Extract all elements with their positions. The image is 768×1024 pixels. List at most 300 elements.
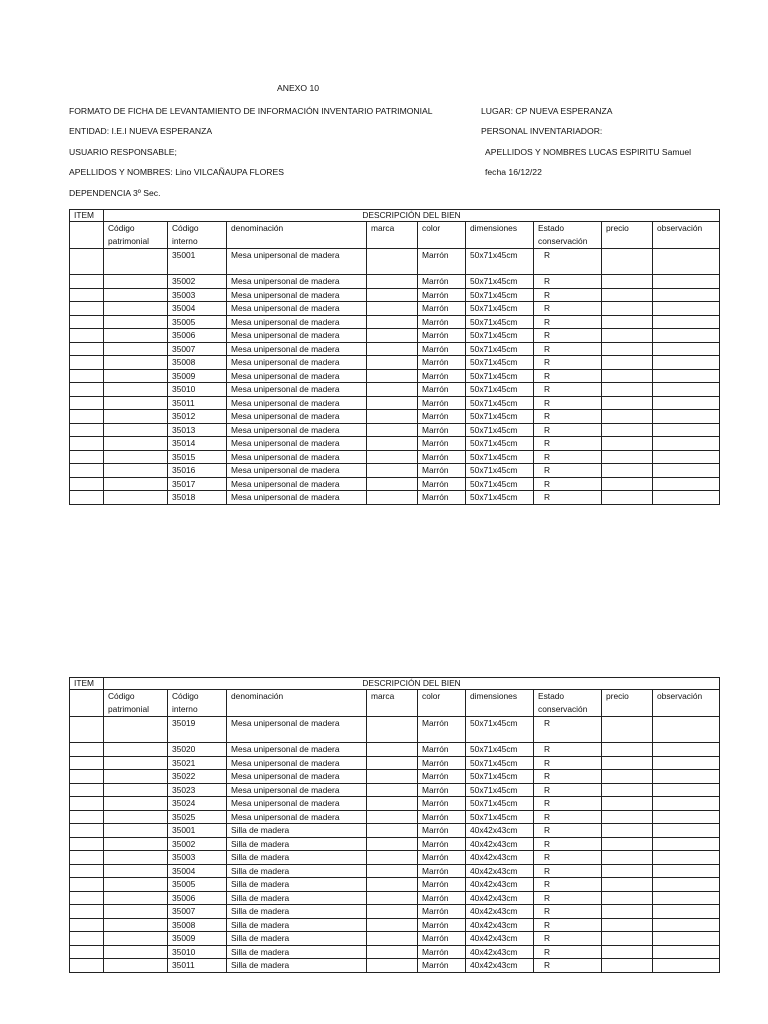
header-codigo-patrimonial-l2: patrimonial: [108, 235, 149, 246]
cell-marca: [367, 783, 418, 797]
cell-item: [70, 837, 104, 851]
cell-estado: R: [534, 342, 602, 356]
cell-codigo-interno: 35024: [168, 797, 227, 811]
cell-dimensiones: 40x42x43cm: [466, 864, 534, 878]
cell-observacion: [653, 396, 720, 410]
cell-observacion: [653, 918, 720, 932]
cell-denominacion: Mesa unipersonal de madera: [227, 437, 367, 451]
cell-codigo-patrimonial: [104, 477, 168, 491]
cell-observacion: [653, 477, 720, 491]
cell-item: [70, 743, 104, 757]
cell-item: [70, 275, 104, 289]
header-item-cont: [70, 690, 104, 717]
cell-precio: [602, 810, 653, 824]
cell-precio: [602, 918, 653, 932]
cell-codigo-interno: 35011: [168, 959, 227, 973]
cell-precio: [602, 275, 653, 289]
cell-codigo-interno: 35007: [168, 905, 227, 919]
cell-precio: [602, 329, 653, 343]
cell-codigo-interno: 35015: [168, 450, 227, 464]
cell-denominacion: Silla de madera: [227, 851, 367, 865]
cell-estado: R: [534, 932, 602, 946]
cell-precio: [602, 905, 653, 919]
cell-dimensiones: 40x42x43cm: [466, 959, 534, 973]
cell-marca: [367, 824, 418, 838]
cell-item: [70, 945, 104, 959]
cell-color: Marrón: [418, 342, 466, 356]
cell-codigo-patrimonial: [104, 437, 168, 451]
cell-precio: [602, 864, 653, 878]
cell-codigo-interno: 35002: [168, 837, 227, 851]
cell-item: [70, 329, 104, 343]
cell-marca: [367, 396, 418, 410]
inventory-staff-name: APELLIDOS Y NOMBRES LUCAS ESPIRITU Samuel: [485, 147, 692, 157]
cell-denominacion: Mesa unipersonal de madera: [227, 249, 367, 275]
cell-color: Marrón: [418, 918, 466, 932]
header-color: color: [418, 222, 466, 249]
cell-observacion: [653, 959, 720, 973]
cell-observacion: [653, 756, 720, 770]
header-estado-l1: Estado: [538, 223, 565, 233]
table-row: [70, 356, 720, 370]
cell-marca: [367, 356, 418, 370]
cell-codigo-interno: 35017: [168, 477, 227, 491]
cell-codigo-interno: 35006: [168, 329, 227, 343]
cell-codigo-patrimonial: [104, 837, 168, 851]
cell-item: [70, 918, 104, 932]
cell-dimensiones: 50x71x45cm: [466, 783, 534, 797]
cell-precio: [602, 959, 653, 973]
cell-estado: R: [534, 797, 602, 811]
cell-dimensiones: 50x71x45cm: [466, 437, 534, 451]
cell-precio: [602, 783, 653, 797]
cell-estado: R: [534, 891, 602, 905]
cell-codigo-patrimonial: [104, 810, 168, 824]
cell-observacion: [653, 383, 720, 397]
cell-denominacion: Mesa unipersonal de madera: [227, 315, 367, 329]
header-estado: [534, 222, 602, 249]
cell-dimensiones: 50x71x45cm: [466, 717, 534, 743]
cell-estado: R: [534, 864, 602, 878]
cell-observacion: [653, 743, 720, 757]
cell-color: Marrón: [418, 932, 466, 946]
cell-estado: R: [534, 783, 602, 797]
table-row: [70, 369, 720, 383]
cell-estado: R: [534, 743, 602, 757]
cell-codigo-patrimonial: [104, 249, 168, 275]
cell-estado: R: [534, 905, 602, 919]
cell-dimensiones: 40x42x43cm: [466, 932, 534, 946]
cell-observacion: [653, 464, 720, 478]
cell-codigo-patrimonial: [104, 302, 168, 316]
table-row: [70, 837, 720, 851]
cell-color: Marrón: [418, 756, 466, 770]
table-row: [70, 491, 720, 505]
cell-denominacion: Silla de madera: [227, 918, 367, 932]
cell-precio: [602, 756, 653, 770]
cell-denominacion: Silla de madera: [227, 837, 367, 851]
cell-estado: R: [534, 837, 602, 851]
cell-dimensiones: 50x71x45cm: [466, 770, 534, 784]
cell-codigo-interno: 35005: [168, 878, 227, 892]
cell-codigo-interno: 35001: [168, 824, 227, 838]
cell-denominacion: Silla de madera: [227, 878, 367, 892]
cell-item: [70, 797, 104, 811]
cell-codigo-patrimonial: [104, 918, 168, 932]
cell-estado: R: [534, 249, 602, 275]
cell-denominacion: Mesa unipersonal de madera: [227, 491, 367, 505]
cell-observacion: [653, 797, 720, 811]
cell-denominacion: Mesa unipersonal de madera: [227, 717, 367, 743]
cell-marca: [367, 329, 418, 343]
cell-color: Marrón: [418, 824, 466, 838]
cell-item: [70, 396, 104, 410]
cell-codigo-interno: 35006: [168, 891, 227, 905]
cell-codigo-patrimonial: [104, 891, 168, 905]
cell-codigo-patrimonial: [104, 369, 168, 383]
table-row: [70, 464, 720, 478]
cell-color: Marrón: [418, 315, 466, 329]
header-codigo-patrimonial: [104, 690, 168, 717]
cell-denominacion: Silla de madera: [227, 945, 367, 959]
cell-precio: [602, 249, 653, 275]
cell-denominacion: Mesa unipersonal de madera: [227, 756, 367, 770]
cell-precio: [602, 824, 653, 838]
cell-observacion: [653, 410, 720, 424]
cell-codigo-interno: 35003: [168, 851, 227, 865]
cell-precio: [602, 837, 653, 851]
cell-codigo-interno: 35023: [168, 783, 227, 797]
table-row: [70, 288, 720, 302]
inventory-table-2: [69, 677, 720, 973]
cell-marca: [367, 797, 418, 811]
header-color: color: [418, 690, 466, 717]
cell-codigo-patrimonial: [104, 864, 168, 878]
cell-precio: [602, 891, 653, 905]
cell-marca: [367, 878, 418, 892]
table-row: [70, 824, 720, 838]
cell-precio: [602, 797, 653, 811]
cell-estado: R: [534, 383, 602, 397]
cell-color: Marrón: [418, 302, 466, 316]
header-codigo-interno-l2: interno: [172, 703, 198, 714]
cell-color: Marrón: [418, 783, 466, 797]
cell-denominacion: Mesa unipersonal de madera: [227, 783, 367, 797]
header-item: ITEM: [70, 678, 104, 690]
responsible-user-label: USUARIO RESPONSABLE;: [69, 147, 177, 157]
cell-dimensiones: 50x71x45cm: [466, 396, 534, 410]
cell-color: Marrón: [418, 477, 466, 491]
cell-denominacion: Mesa unipersonal de madera: [227, 396, 367, 410]
table-row: [70, 450, 720, 464]
cell-precio: [602, 410, 653, 424]
cell-marca: [367, 423, 418, 437]
cell-denominacion: Mesa unipersonal de madera: [227, 797, 367, 811]
cell-marca: [367, 491, 418, 505]
cell-color: Marrón: [418, 491, 466, 505]
cell-estado: R: [534, 450, 602, 464]
cell-dimensiones: 50x71x45cm: [466, 756, 534, 770]
cell-item: [70, 756, 104, 770]
cell-precio: [602, 932, 653, 946]
table-row: [70, 437, 720, 451]
cell-precio: [602, 878, 653, 892]
cell-marca: [367, 959, 418, 973]
cell-precio: [602, 477, 653, 491]
cell-estado: R: [534, 770, 602, 784]
cell-codigo-patrimonial: [104, 797, 168, 811]
cell-estado: R: [534, 717, 602, 743]
cell-estado: R: [534, 824, 602, 838]
cell-denominacion: Mesa unipersonal de madera: [227, 477, 367, 491]
cell-codigo-patrimonial: [104, 464, 168, 478]
cell-codigo-patrimonial: [104, 491, 168, 505]
cell-codigo-patrimonial: [104, 959, 168, 973]
form-name: FORMATO DE FICHA DE LEVANTAMIENTO DE INFORMACIÓN INVENTARIO PATRIMONIAL: [69, 106, 433, 116]
cell-codigo-interno: 35009: [168, 932, 227, 946]
cell-codigo-interno: 35010: [168, 945, 227, 959]
location: LUGAR: CP NUEVA ESPERANZA: [481, 106, 613, 116]
cell-item: [70, 410, 104, 424]
cell-dimensiones: 50x71x45cm: [466, 477, 534, 491]
cell-color: Marrón: [418, 743, 466, 757]
cell-dimensiones: 50x71x45cm: [466, 302, 534, 316]
cell-codigo-patrimonial: [104, 945, 168, 959]
cell-marca: [367, 342, 418, 356]
table-row: [70, 315, 720, 329]
cell-observacion: [653, 249, 720, 275]
cell-marca: [367, 464, 418, 478]
header-denominacion: denominación: [227, 690, 367, 717]
cell-item: [70, 878, 104, 892]
cell-observacion: [653, 932, 720, 946]
cell-observacion: [653, 437, 720, 451]
table-row: [70, 329, 720, 343]
cell-marca: [367, 810, 418, 824]
cell-denominacion: Silla de madera: [227, 905, 367, 919]
cell-codigo-patrimonial: [104, 396, 168, 410]
cell-item: [70, 369, 104, 383]
cell-precio: [602, 342, 653, 356]
cell-dimensiones: 50x71x45cm: [466, 329, 534, 343]
cell-codigo-interno: 35019: [168, 717, 227, 743]
cell-marca: [367, 756, 418, 770]
table-row: [70, 797, 720, 811]
header-estado-l2: conservación: [538, 235, 588, 246]
cell-dimensiones: 50x71x45cm: [466, 315, 534, 329]
cell-dimensiones: 40x42x43cm: [466, 851, 534, 865]
cell-precio: [602, 288, 653, 302]
header-codigo-patrimonial-l1: Código: [108, 691, 135, 701]
cell-observacion: [653, 810, 720, 824]
table-row: [70, 783, 720, 797]
cell-observacion: [653, 891, 720, 905]
header-observacion: observación: [653, 690, 720, 717]
cell-estado: R: [534, 491, 602, 505]
cell-denominacion: Mesa unipersonal de madera: [227, 356, 367, 370]
cell-observacion: [653, 423, 720, 437]
cell-color: Marrón: [418, 437, 466, 451]
cell-precio: [602, 450, 653, 464]
cell-marca: [367, 249, 418, 275]
cell-color: Marrón: [418, 369, 466, 383]
cell-precio: [602, 464, 653, 478]
cell-marca: [367, 770, 418, 784]
cell-item: [70, 423, 104, 437]
cell-codigo-patrimonial: [104, 356, 168, 370]
cell-color: Marrón: [418, 864, 466, 878]
cell-denominacion: Mesa unipersonal de madera: [227, 810, 367, 824]
cell-denominacion: Mesa unipersonal de madera: [227, 464, 367, 478]
cell-item: [70, 851, 104, 865]
table-row: [70, 743, 720, 757]
cell-denominacion: Silla de madera: [227, 932, 367, 946]
cell-codigo-interno: 35001: [168, 249, 227, 275]
cell-item: [70, 810, 104, 824]
cell-codigo-patrimonial: [104, 878, 168, 892]
header-codigo-interno-l1: Código: [172, 223, 199, 233]
cell-denominacion: Mesa unipersonal de madera: [227, 288, 367, 302]
header-item: ITEM: [70, 210, 104, 222]
cell-codigo-patrimonial: [104, 275, 168, 289]
cell-item: [70, 342, 104, 356]
cell-estado: R: [534, 959, 602, 973]
cell-codigo-interno: 35014: [168, 437, 227, 451]
cell-marca: [367, 743, 418, 757]
cell-item: [70, 383, 104, 397]
cell-denominacion: Mesa unipersonal de madera: [227, 423, 367, 437]
cell-color: Marrón: [418, 383, 466, 397]
cell-codigo-patrimonial: [104, 717, 168, 743]
cell-estado: R: [534, 918, 602, 932]
cell-codigo-interno: 35022: [168, 770, 227, 784]
cell-item: [70, 717, 104, 743]
cell-item: [70, 464, 104, 478]
cell-color: Marrón: [418, 464, 466, 478]
cell-codigo-interno: 35010: [168, 383, 227, 397]
cell-marca: [367, 717, 418, 743]
table-row: [70, 717, 720, 743]
cell-item: [70, 491, 104, 505]
cell-observacion: [653, 342, 720, 356]
cell-dimensiones: 50x71x45cm: [466, 410, 534, 424]
cell-item: [70, 450, 104, 464]
cell-estado: R: [534, 275, 602, 289]
cell-dimensiones: 50x71x45cm: [466, 275, 534, 289]
table-row: [70, 810, 720, 824]
cell-marca: [367, 837, 418, 851]
cell-codigo-interno: 35018: [168, 491, 227, 505]
cell-estado: R: [534, 464, 602, 478]
cell-dimensiones: 50x71x45cm: [466, 450, 534, 464]
cell-observacion: [653, 864, 720, 878]
cell-observacion: [653, 275, 720, 289]
cell-item: [70, 932, 104, 946]
cell-codigo-interno: 35008: [168, 356, 227, 370]
cell-estado: R: [534, 437, 602, 451]
cell-observacion: [653, 878, 720, 892]
cell-color: Marrón: [418, 797, 466, 811]
cell-item: [70, 249, 104, 275]
cell-codigo-interno: 35002: [168, 275, 227, 289]
cell-dimensiones: 50x71x45cm: [466, 249, 534, 275]
cell-marca: [367, 477, 418, 491]
cell-color: Marrón: [418, 396, 466, 410]
cell-observacion: [653, 491, 720, 505]
document-title: ANEXO 10: [277, 83, 320, 93]
cell-denominacion: Silla de madera: [227, 824, 367, 838]
cell-codigo-patrimonial: [104, 342, 168, 356]
cell-dimensiones: 50x71x45cm: [466, 810, 534, 824]
table-row: [70, 249, 720, 275]
cell-codigo-patrimonial: [104, 783, 168, 797]
cell-color: Marrón: [418, 288, 466, 302]
cell-denominacion: Mesa unipersonal de madera: [227, 410, 367, 424]
cell-codigo-interno: 35025: [168, 810, 227, 824]
cell-denominacion: Mesa unipersonal de madera: [227, 369, 367, 383]
cell-precio: [602, 423, 653, 437]
table-row: [70, 410, 720, 424]
cell-color: Marrón: [418, 329, 466, 343]
inventory-staff-label: PERSONAL INVENTARIADOR:: [481, 126, 603, 136]
cell-precio: [602, 851, 653, 865]
cell-estado: R: [534, 410, 602, 424]
cell-observacion: [653, 450, 720, 464]
cell-codigo-patrimonial: [104, 383, 168, 397]
cell-color: Marrón: [418, 770, 466, 784]
table-row: [70, 302, 720, 316]
cell-codigo-patrimonial: [104, 288, 168, 302]
cell-dimensiones: 50x71x45cm: [466, 356, 534, 370]
cell-item: [70, 959, 104, 973]
cell-item: [70, 864, 104, 878]
cell-marca: [367, 369, 418, 383]
table-row: [70, 959, 720, 973]
responsible-user-name: APELLIDOS Y NOMBRES: Lino VILCAÑAUPA FLORES: [69, 167, 284, 177]
cell-codigo-patrimonial: [104, 410, 168, 424]
cell-marca: [367, 315, 418, 329]
cell-estado: R: [534, 396, 602, 410]
inventory-table-1: [69, 209, 720, 505]
header-precio: precio: [602, 222, 653, 249]
cell-observacion: [653, 824, 720, 838]
cell-codigo-patrimonial: [104, 932, 168, 946]
cell-marca: [367, 410, 418, 424]
cell-dimensiones: 50x71x45cm: [466, 797, 534, 811]
header-estado: [534, 690, 602, 717]
cell-denominacion: Mesa unipersonal de madera: [227, 770, 367, 784]
cell-color: Marrón: [418, 905, 466, 919]
cell-dimensiones: 40x42x43cm: [466, 945, 534, 959]
cell-dimensiones: 40x42x43cm: [466, 824, 534, 838]
cell-marca: [367, 932, 418, 946]
header-codigo-patrimonial-l2: patrimonial: [108, 703, 149, 714]
header-precio: precio: [602, 690, 653, 717]
cell-estado: R: [534, 810, 602, 824]
cell-estado: R: [534, 302, 602, 316]
header-observacion: observación: [653, 222, 720, 249]
cell-precio: [602, 369, 653, 383]
cell-color: Marrón: [418, 410, 466, 424]
cell-color: Marrón: [418, 837, 466, 851]
cell-color: Marrón: [418, 945, 466, 959]
header-codigo-interno-l1: Código: [172, 691, 199, 701]
cell-denominacion: Mesa unipersonal de madera: [227, 275, 367, 289]
cell-estado: R: [534, 945, 602, 959]
cell-dimensiones: 40x42x43cm: [466, 878, 534, 892]
cell-codigo-interno: 35007: [168, 342, 227, 356]
header-item-cont: [70, 222, 104, 249]
